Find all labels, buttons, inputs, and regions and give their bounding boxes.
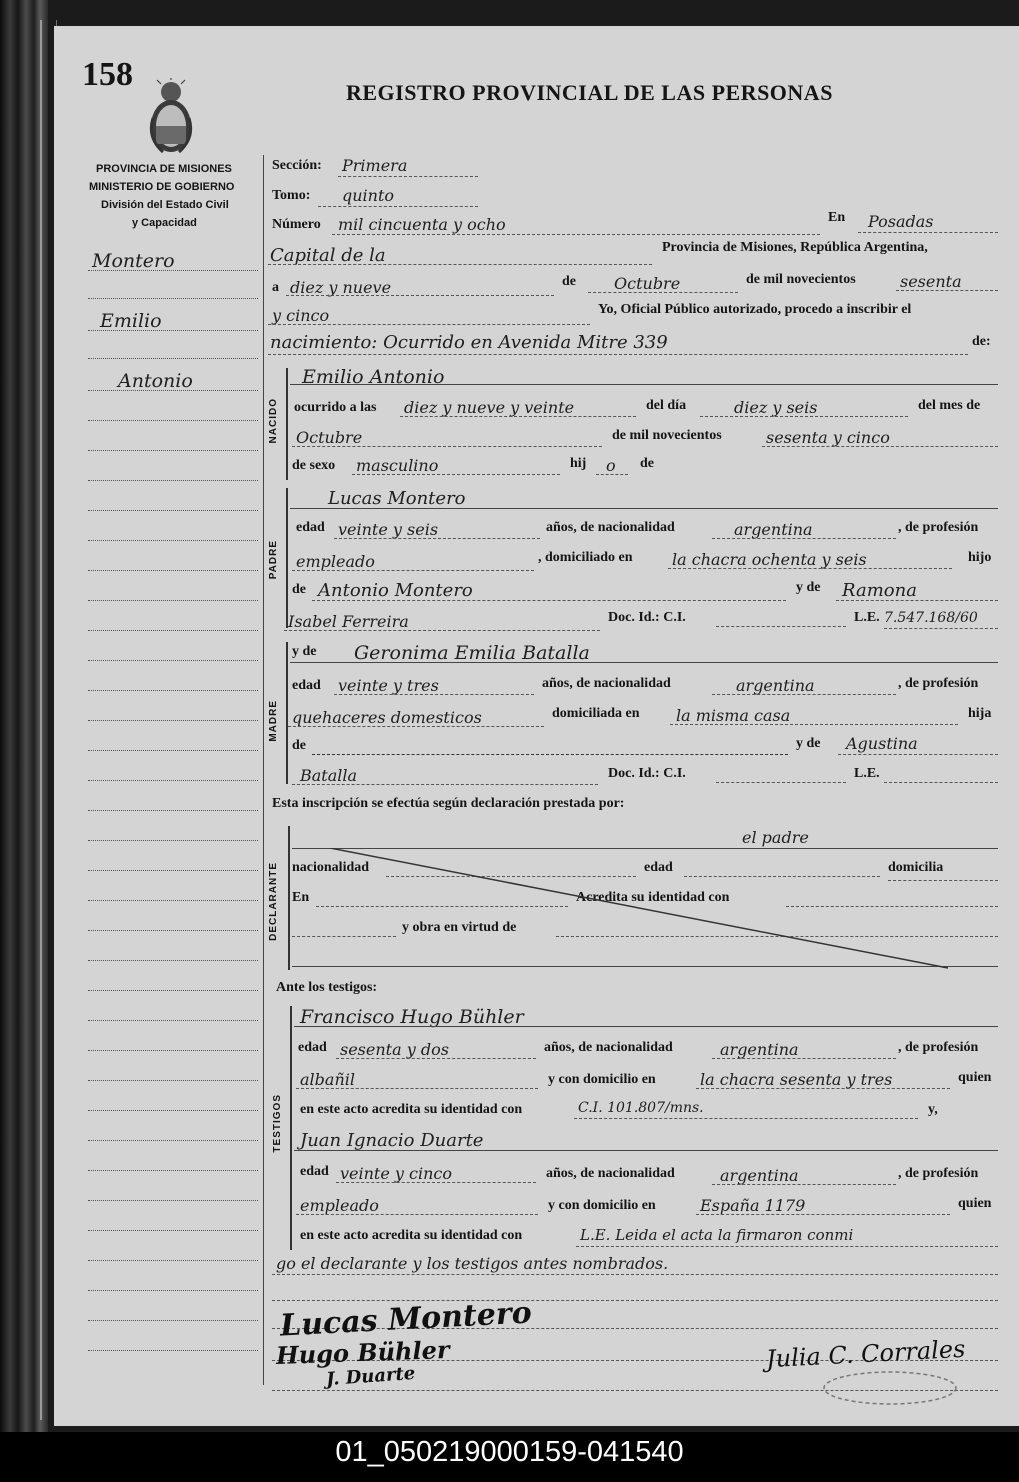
margin-first-name: Emilio	[100, 310, 162, 332]
fecha-anio-cont: y cinco	[272, 306, 330, 325]
domicilia-label: domicilia	[888, 860, 944, 875]
yo-oficial-label: Yo, Oficial Público autorizado, procedo a inscribir el	[598, 302, 912, 317]
anos-nac-label-3: años, de nacionalidad	[544, 1040, 673, 1055]
section-declarante: DECLARANTE	[268, 862, 279, 941]
y-de-label-2: y de	[292, 644, 317, 659]
signature-witness-1: Hugo Bühler	[275, 1334, 450, 1371]
fecha-anio-value: sesenta	[900, 272, 962, 291]
de-colon-label: de:	[972, 334, 991, 349]
padre-edad: veinte y seis	[338, 520, 439, 539]
a-label: a	[272, 280, 279, 295]
de-profesion-label-3: , de profesión	[898, 1040, 979, 1055]
de-profesion-label: , de profesión	[898, 520, 979, 535]
division-label: División del Estado Civil	[101, 199, 229, 211]
padre-nombre: Lucas Montero	[328, 488, 466, 509]
madre-nac: argentina	[736, 676, 815, 695]
padre-dom: la chacra ochenta y seis	[672, 550, 867, 569]
de-label: de	[562, 274, 576, 289]
page-number: 158	[82, 56, 133, 93]
madre-edad: veinte y tres	[338, 676, 439, 695]
nacido-dia: diez y seis	[734, 398, 818, 417]
seccion-value: Primera	[342, 156, 408, 175]
domiciliado-label: , domiciliado en	[538, 550, 633, 565]
province-label: PROVINCIA DE MISIONES	[96, 163, 232, 175]
y-obra-label: y obra en virtud de	[402, 920, 517, 935]
acredita-label: Acredita su identidad con	[576, 890, 730, 905]
en-value: Posadas	[868, 212, 934, 231]
provincia-label: Provincia de Misiones, República Argentina,	[662, 240, 928, 255]
section-nacido: NACIDO	[268, 398, 279, 444]
doc-id-label: Doc. Id.: C.I.	[608, 610, 686, 625]
nacido-nombre: Emilio Antonio	[302, 366, 445, 388]
madre-madre-cont: Batalla	[300, 766, 358, 785]
del-mes-label: del mes de	[918, 398, 981, 413]
testigo2-nombre: Juan Ignacio Duarte	[300, 1130, 484, 1151]
testigo1-doc: C.I. 101.807/mns.	[578, 1100, 704, 1116]
madre-prof: quehaceres domesticos	[292, 708, 482, 727]
padre-padre: Antonio Montero	[318, 580, 473, 601]
section-testigos: TESTIGOS	[272, 1094, 283, 1153]
doc-id-label-2: Doc. Id.: C.I.	[608, 766, 686, 781]
nacido-anio: sesenta y cinco	[766, 428, 890, 447]
ocurrido-label: ocurrido a las	[294, 400, 377, 415]
signature-official: Julia C. Corrales	[765, 1334, 967, 1374]
de-mil-label: de mil novecientos	[746, 272, 856, 287]
en-label: En	[828, 210, 846, 225]
declarante-value: el padre	[742, 828, 809, 847]
edad-label-5: edad	[300, 1164, 329, 1179]
y-de-label: y de	[796, 580, 821, 595]
edad-label-3: edad	[644, 860, 673, 875]
padre-nac: argentina	[734, 520, 813, 539]
de-profesion-label-4: , de profesión	[898, 1166, 979, 1181]
testigo2-prof: empleado	[300, 1196, 379, 1215]
en-label-2: En	[292, 890, 310, 905]
nacido-sexo: masculino	[356, 456, 439, 475]
coat-of-arms-icon	[143, 78, 199, 158]
acredita-testigo-label-2: en este acto acredita su identidad con	[300, 1228, 523, 1243]
anos-nac-label-4: años, de nacionalidad	[546, 1166, 675, 1181]
nacido-hijo: o	[606, 456, 616, 475]
seccion-label: Sección:	[272, 158, 322, 173]
register-title: REGISTRO PROVINCIAL DE LAS PERSONAS	[346, 80, 833, 105]
capital-value: Capital de la	[270, 245, 386, 266]
de-label-3: de	[292, 582, 306, 597]
y-de-label-3: y de	[796, 736, 821, 751]
cierre-text: go el declarante y los testigos antes nombrados.	[276, 1254, 669, 1273]
void-strike-line	[330, 848, 950, 972]
testigo1-prof: albañil	[300, 1070, 355, 1089]
edad-label: edad	[296, 520, 325, 535]
numero-label: Número	[272, 217, 321, 232]
nacido-hora: diez y nueve y veinte	[404, 398, 575, 417]
esta-inscripcion-label: Esta inscripción se efectúa según declaración prestada por:	[272, 796, 625, 811]
section-padre: PADRE	[268, 540, 279, 580]
madre-madre: Agustina	[846, 734, 918, 753]
domiciliada-label: domiciliada en	[552, 706, 640, 721]
hija-label: hija	[968, 706, 992, 721]
nacionalidad-label: nacionalidad	[292, 860, 370, 875]
padre-le: 7.547.168/60	[884, 610, 978, 626]
column-divider	[263, 155, 264, 1385]
hijo-label: hijo	[968, 550, 992, 565]
testigo1-nombre: Francisco Hugo Bühler	[300, 1006, 524, 1028]
anos-nac-label: años, de nacionalidad	[546, 520, 675, 535]
tomo-label: Tomo:	[272, 188, 311, 203]
fecha-dia-value: diez y nueve	[290, 278, 392, 297]
con-domicilio-label: y con domicilio en	[548, 1072, 656, 1087]
del-dia-label: del día	[646, 398, 687, 413]
margin-surname: Montero	[92, 250, 175, 272]
anos-nac-label-2: años, de nacionalidad	[542, 676, 671, 691]
nacido-mes: Octubre	[296, 428, 363, 447]
testigo1-dom: la chacra sesenta y tres	[700, 1070, 893, 1089]
signature-witness-2: J. Duarte	[325, 1362, 416, 1391]
de-profesion-label-2: , de profesión	[898, 676, 979, 691]
y-comma-label: y,	[928, 1102, 938, 1117]
edad-label-2: edad	[292, 678, 321, 693]
de-mil-nov-label: de mil novecientos	[612, 428, 722, 443]
madre-dom: la misma casa	[676, 706, 791, 725]
edad-label-4: edad	[298, 1040, 327, 1055]
quien-label-2: quien	[958, 1196, 992, 1211]
padre-prof: empleado	[296, 552, 375, 571]
de-label-4: de	[292, 738, 306, 753]
testigo2-edad: veinte y cinco	[340, 1164, 453, 1183]
fecha-mes-value: Octubre	[614, 274, 681, 293]
ante-testigos-label: Ante los testigos:	[276, 980, 378, 995]
ministry-label: MINISTERIO DE GOBIERNO	[89, 181, 235, 193]
capacity-label: y Capacidad	[132, 217, 197, 229]
de-label-2: de	[640, 456, 654, 471]
acredita-testigo-label: en este acto acredita su identidad con	[300, 1102, 523, 1117]
signature-father: Lucas Montero	[279, 1295, 533, 1344]
madre-nombre: Geronima Emilia Batalla	[354, 642, 590, 664]
con-domicilio-label-2: y con domicilio en	[548, 1198, 656, 1213]
inscribir-value: nacimiento: Ocurrido en Avenida Mitre 339	[270, 332, 668, 353]
margin-second-name: Antonio	[118, 370, 193, 392]
testigo2-doc: L.E. Leida el acta la firmaron conmi	[580, 1226, 854, 1244]
section-madre: MADRE	[268, 700, 279, 742]
scan-id: 01_050219000159-041540	[335, 1436, 684, 1468]
official-stamp-icon	[820, 1368, 960, 1408]
numero-value: mil cincuenta y ocho	[338, 215, 506, 234]
de-sexo-label: de sexo	[292, 458, 336, 473]
testigo2-dom: España 1179	[700, 1196, 806, 1215]
le-label-2: L.E.	[854, 766, 880, 781]
testigo1-edad: sesenta y dos	[340, 1040, 449, 1059]
padre-madre: Ramona	[842, 580, 917, 601]
testigo2-nac: argentina	[720, 1166, 799, 1185]
le-label: L.E.	[854, 610, 880, 625]
tomo-value: quinto	[342, 186, 395, 205]
padre-madre-cont: Isabel Ferreira	[288, 612, 409, 631]
testigo1-nac: argentina	[720, 1040, 799, 1059]
quien-label: quien	[958, 1070, 992, 1085]
hij-label: hij	[570, 456, 587, 471]
